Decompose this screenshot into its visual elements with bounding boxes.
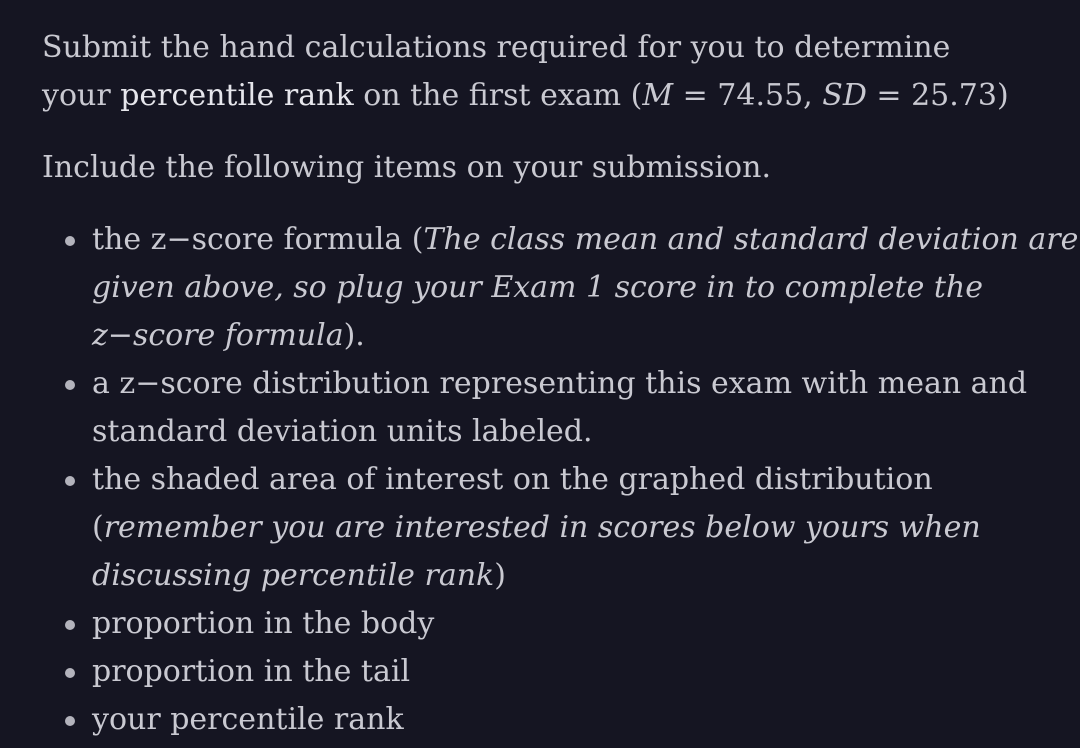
item-text: a z−score distribution representing this exam with mean and standard deviation units labeled.	[92, 366, 1028, 449]
item-text-tail: ).	[343, 318, 365, 353]
mean-value: = 74.55,	[673, 78, 823, 113]
intro-line-2-start: your	[42, 78, 121, 113]
list-item	[92, 456, 1080, 600]
item-italic-text: remember you are interested in scores below yours when discussing percentile rank	[92, 510, 981, 593]
sd-symbol: SD	[822, 78, 867, 113]
list-item	[92, 648, 1080, 696]
item-text-tail: )	[494, 558, 506, 593]
bullet-icon	[65, 476, 75, 486]
item-text: proportion in the body	[92, 606, 435, 641]
intro-line-1: Submit the hand calculations required for you to determine	[42, 30, 951, 65]
list-item	[92, 696, 1080, 744]
bullet-icon	[65, 668, 75, 678]
item-text: the shaded area of interest on the graphed distribution (	[92, 462, 933, 545]
mean-symbol: M	[642, 78, 674, 113]
item-text: the z−score formula (	[92, 222, 424, 257]
list-item	[92, 600, 1080, 648]
list-item	[92, 216, 1080, 360]
include-instruction: Include the following items on your submission.	[42, 150, 771, 185]
percentile-rank-highlight: percentile rank	[120, 78, 354, 113]
bullet-icon	[65, 716, 75, 726]
item-text: your percentile rank	[92, 702, 404, 737]
intro-line-2-mid: on the first exam (	[353, 78, 643, 113]
sd-value: = 25.73)	[866, 78, 1009, 113]
list-item	[92, 360, 1080, 456]
bullet-icon	[65, 236, 75, 246]
bullet-icon	[65, 620, 75, 630]
item-italic-text: The class mean and standard deviation are given above, so plug your Exam 1 score in to complete the z−score formula	[92, 222, 1079, 353]
bullet-icon	[65, 380, 75, 390]
intro-paragraph	[42, 24, 1042, 120]
item-text: proportion in the tail	[92, 654, 411, 689]
submission-items-list	[42, 216, 1080, 744]
